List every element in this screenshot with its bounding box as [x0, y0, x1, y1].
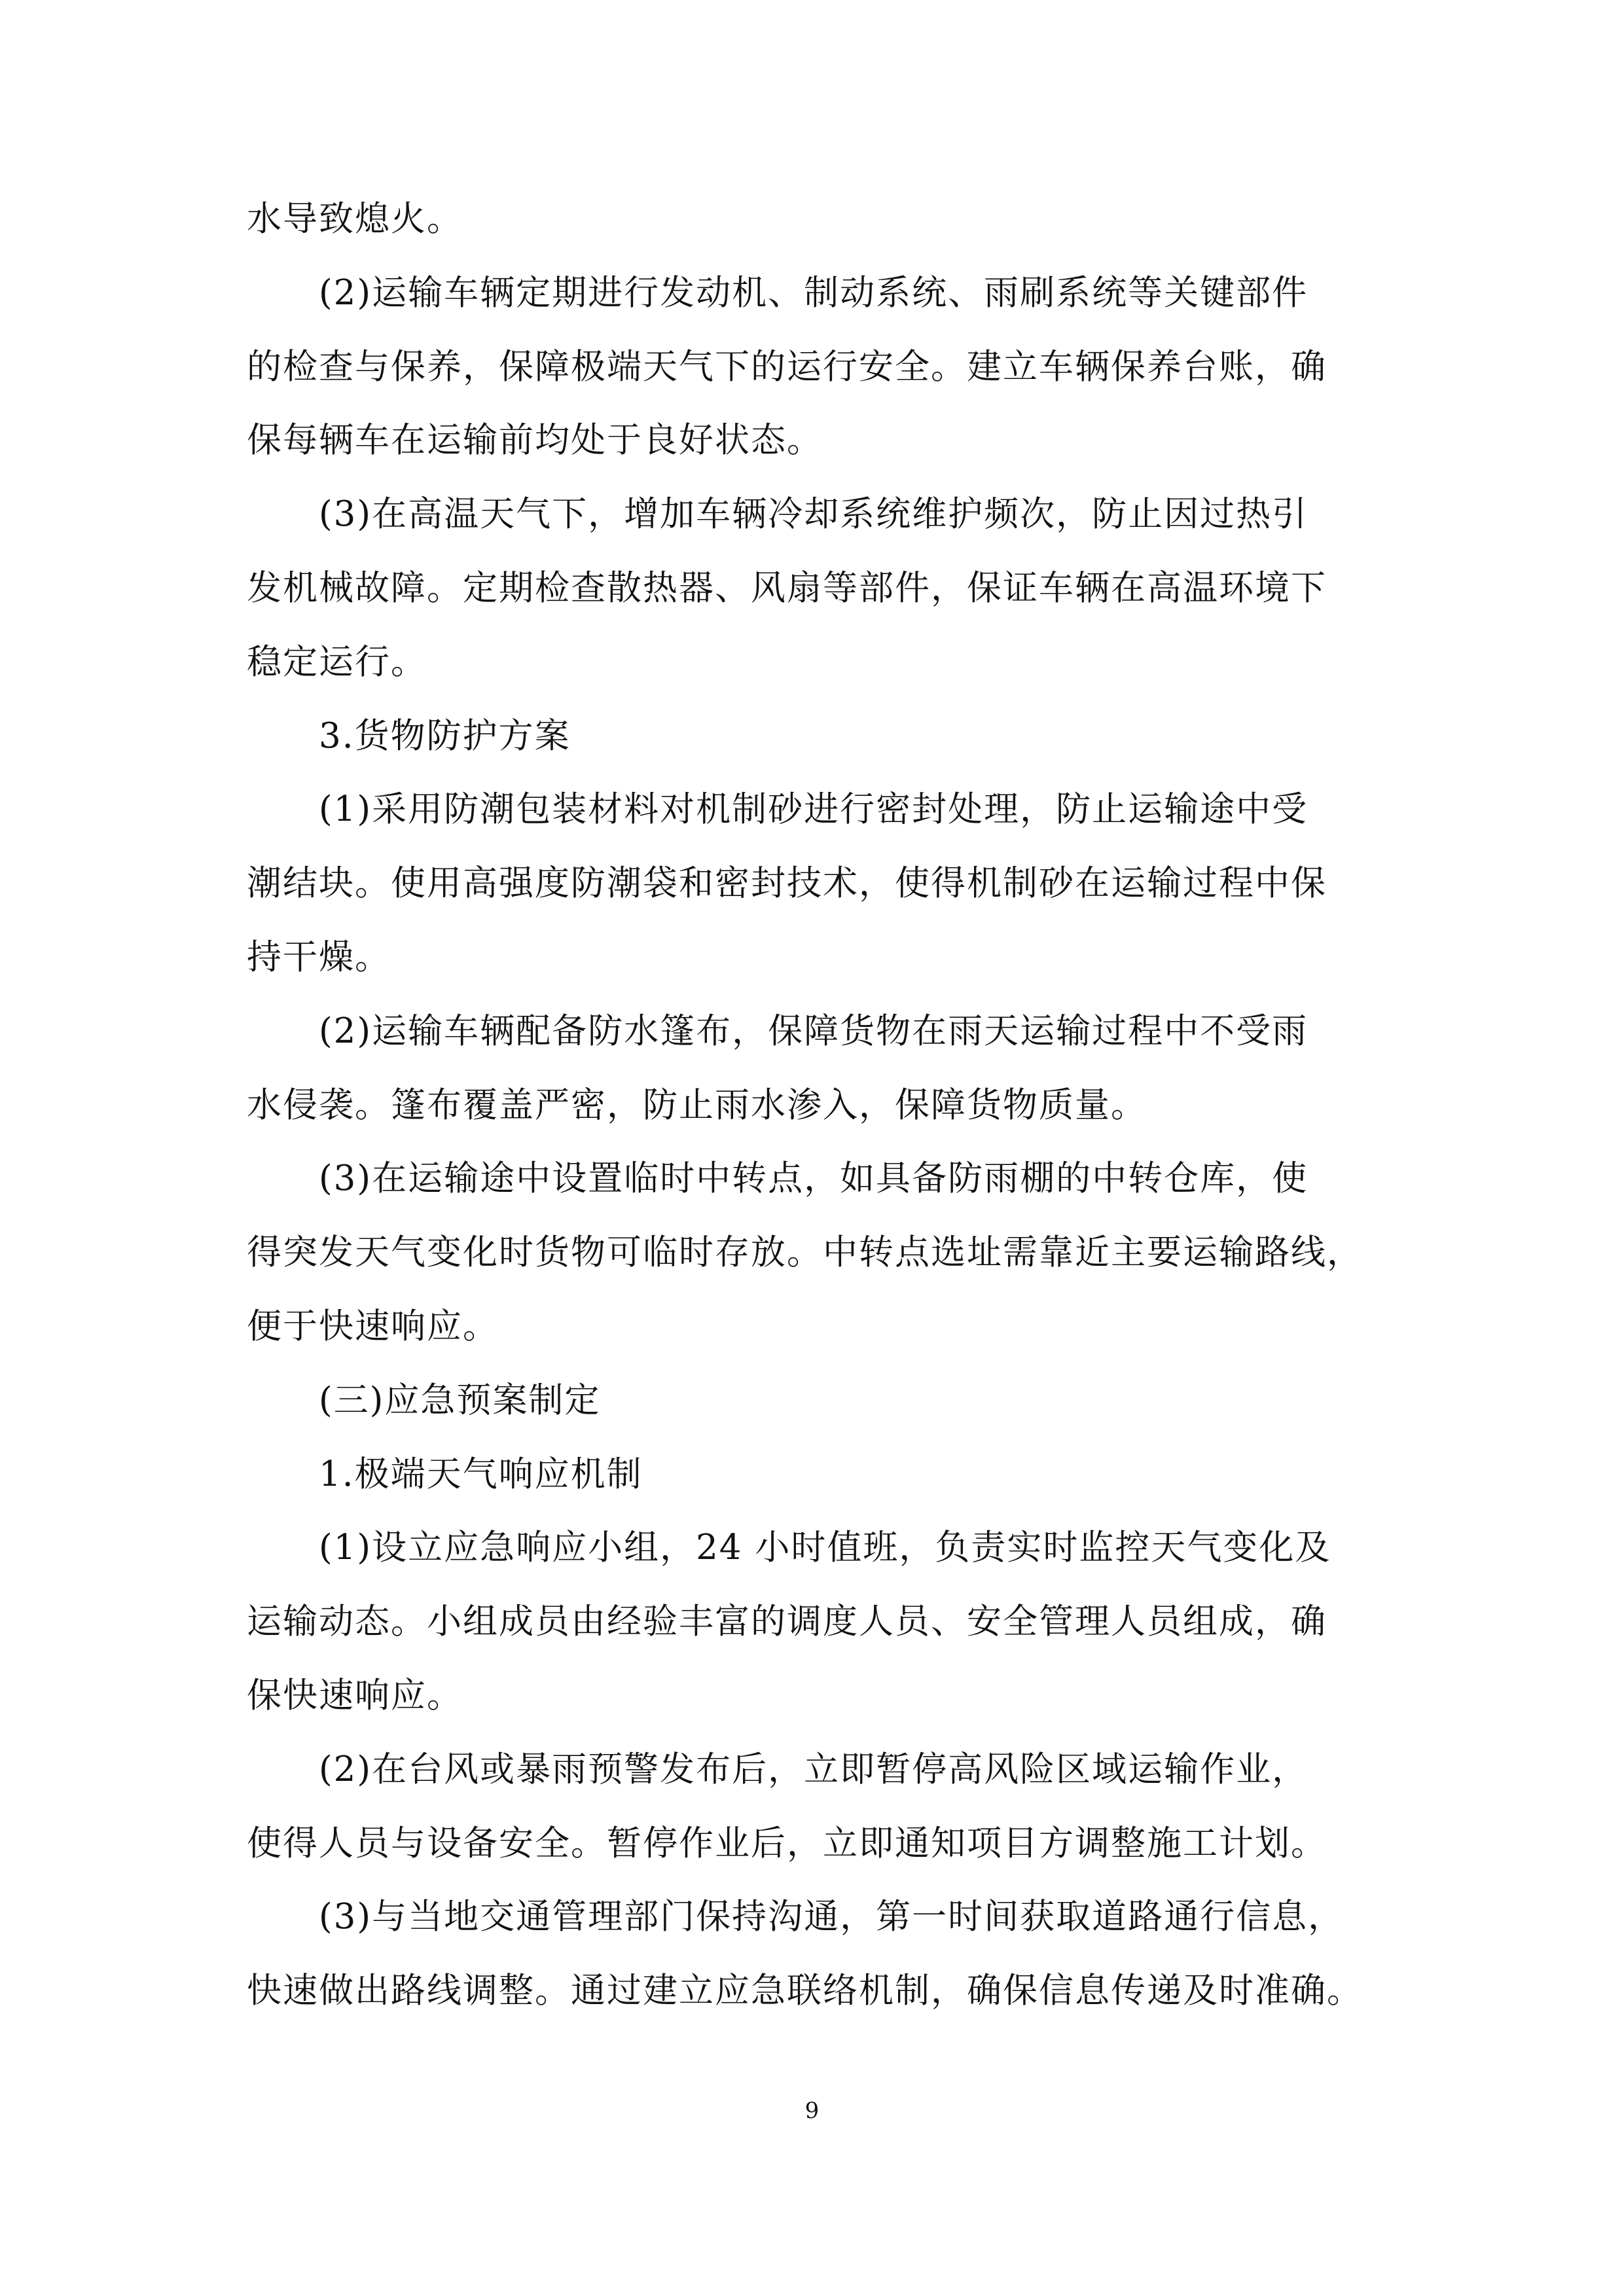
text-line: 稳定运行。 — [247, 642, 427, 682]
text-line: (1)采用防潮包装材料对机制砂进行密封处理，防止运输途中受 — [319, 789, 1308, 829]
text-line: 的检查与保养，保障极端天气下的运行安全。建立车辆保养台账，确 — [247, 347, 1327, 387]
text-line: 快速做出路线调整。通过建立应急联络机制，确保信息传递及时准确。 — [247, 1971, 1363, 2011]
text-line: (1)设立应急响应小组，24 小时值班，负责实时监控天气变化及 — [319, 1528, 1331, 1568]
text-line: 得突发天气变化时货物可临时存放。中转点选址需靠近主要运输路线， — [247, 1232, 1363, 1272]
text-line: 运输动态。小组成员由经验丰富的调度人员、安全管理人员组成，确 — [247, 1602, 1327, 1641]
text-line: (2)运输车辆配备防水篷布，保障货物在雨天运输过程中不受雨 — [319, 1011, 1308, 1051]
text-line: 保每辆车在运输前均处于良好状态。 — [247, 420, 823, 460]
text-line: (3)在高温天气下，增加车辆冷却系统维护频次，防止因过热引 — [319, 494, 1308, 534]
section-heading: 3.货物防护方案 — [319, 716, 571, 756]
text-line: (3)与当地交通管理部门保持沟通，第一时间获取道路通行信息， — [319, 1897, 1344, 1937]
section-heading: 1.极端天气响应机制 — [319, 1454, 643, 1494]
text-line: 便于快速响应。 — [247, 1306, 499, 1346]
text-line: 水侵袭。篷布覆盖严密，防止雨水渗入，保障货物质量。 — [247, 1085, 1147, 1125]
text-line: (2)在台风或暴雨预警发布后，立即暂停高风险区域运输作业， — [319, 1749, 1308, 1789]
section-heading: (三)应急预案制定 — [319, 1380, 601, 1420]
text-line: 持干燥。 — [247, 937, 391, 977]
text-line: 水导致熄火。 — [247, 199, 463, 239]
text-line: 使得人员与设备安全。暂停作业后，立即通知项目方调整施工计划。 — [247, 1823, 1327, 1863]
text-line: 保快速响应。 — [247, 1676, 463, 1715]
text-line: 潮结块。使用高强度防潮袋和密封技术，使得机制砂在运输过程中保 — [247, 863, 1327, 903]
text-line: 发机械故障。定期检查散热器、风扇等部件，保证车辆在高温环境下 — [247, 568, 1327, 608]
page-number: 9 — [804, 2098, 820, 2124]
text-line: (3)在运输途中设置临时中转点，如具备防雨棚的中转仓库，使 — [319, 1158, 1308, 1198]
text-line: (2)运输车辆定期进行发动机、制动系统、雨刷系统等关键部件 — [319, 273, 1308, 313]
